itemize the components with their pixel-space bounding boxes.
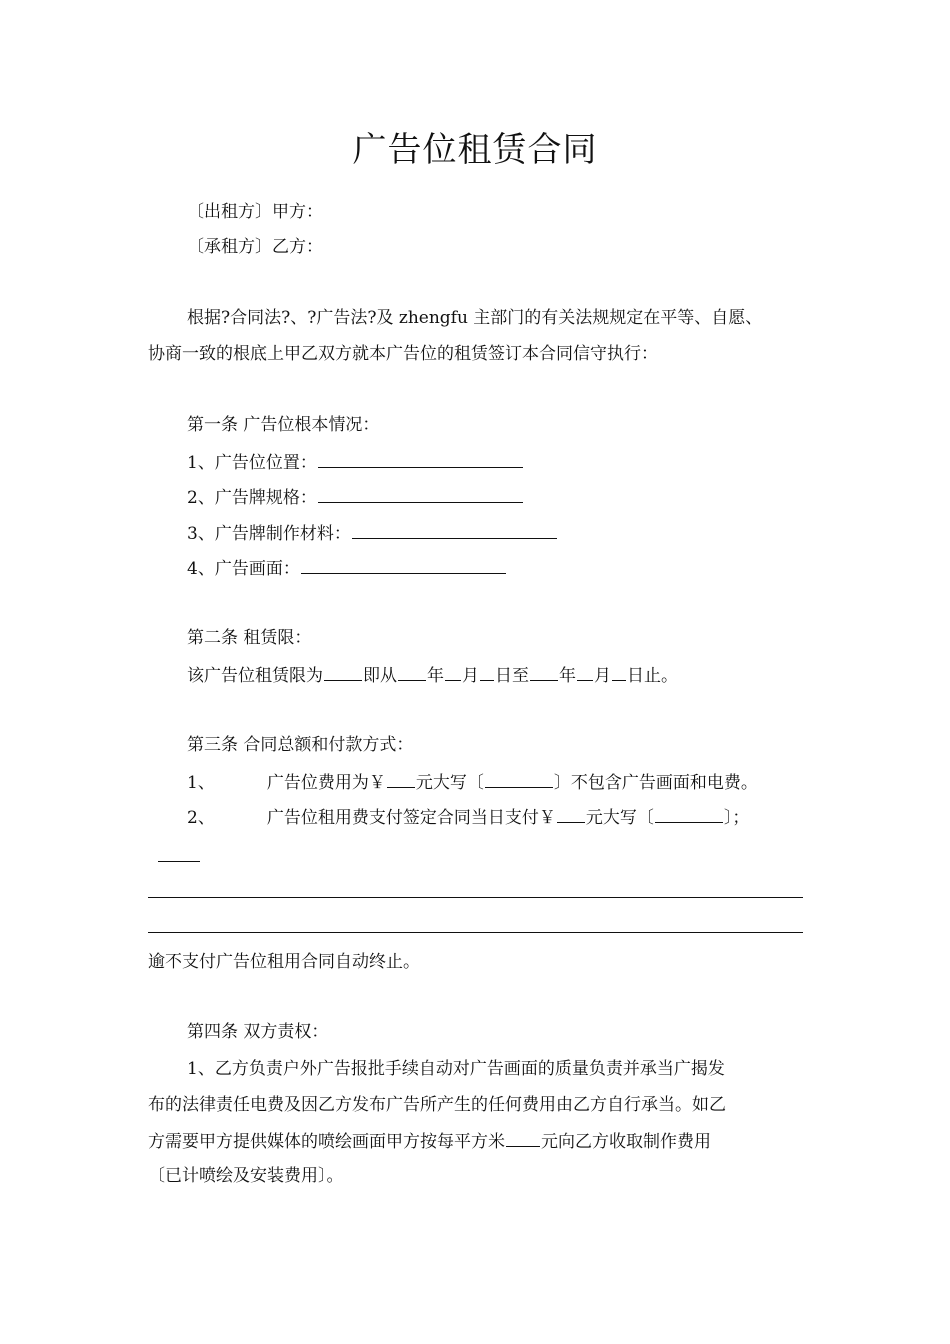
fill-blank (655, 804, 723, 823)
fill-line (148, 897, 803, 898)
print-fee-note: 元向乙方收取制作费用 (541, 1132, 711, 1152)
fee-words-label: 元大写〔 (415, 773, 484, 793)
year-label: 年 (427, 666, 444, 686)
fill-blank (301, 555, 506, 574)
article-3-heading: 第三条 合同总额和付款方式： (187, 735, 414, 755)
item-label: 1、广告位位置： (187, 453, 317, 473)
lessor-line: 〔出租方〕甲方： (187, 202, 323, 222)
fill-blank (577, 662, 593, 681)
article-1-item-1 (187, 449, 524, 475)
item-number: 2、 (187, 808, 215, 828)
fill-blank (612, 662, 626, 681)
article-4-line-4: 〔已计喷绘及安装费用〕。 (148, 1166, 344, 1186)
article-4-line-2: 布的法律责任电费及因乙方发布广告所产生的任何费用由乙方自行承当。如乙 (148, 1095, 726, 1115)
intro-line-1: 根据?合同法?、?广告法?及 zhengfu 主部门的有关法规规定在平等、自愿、 (187, 308, 763, 328)
fill-blank (318, 484, 523, 503)
fill-blank (387, 769, 415, 788)
item-label: 3、广告牌制作材料： (187, 524, 351, 544)
fill-blank (398, 662, 426, 681)
fill-blank (445, 662, 461, 681)
fee-note: 〕不包含广告画面和电费。 (553, 773, 758, 793)
article-4-heading: 第四条 双方责权： (187, 1022, 329, 1042)
document-title: 广告位租赁合同 (352, 130, 598, 170)
intro-line-2: 协商一致的根底上甲乙双方就本广告位的租赁签订本合同信守执行： (148, 344, 658, 364)
term-from: 即从 (363, 666, 397, 686)
article-1-item-2 (187, 484, 524, 510)
fill-blank (318, 449, 523, 468)
article-3-item-2 (187, 804, 749, 830)
fill-blank (530, 662, 558, 681)
term-label: 该广告位租赁限为 (187, 666, 323, 686)
payment-words-label: 元大写〔 (585, 808, 654, 828)
fill-blank (480, 662, 494, 681)
month-label: 月 (462, 666, 479, 686)
fill-blank (506, 1128, 540, 1147)
payment-note: 〕； (723, 808, 750, 828)
fill-blank (557, 804, 585, 823)
article-4-line-3 (148, 1128, 711, 1154)
article-3-item-1 (187, 769, 758, 795)
item-number: 1、 (187, 773, 215, 793)
overdue-clause: 逾不支付广告位租用合同自动终止。 (148, 952, 420, 972)
day-to-label: 日至 (495, 666, 529, 686)
fill-blank (324, 662, 362, 681)
payment-label: 广告位租用费支付签定合同当日支付￥ (266, 808, 556, 828)
year-label: 年 (559, 666, 576, 686)
print-fee-label: 方需要甲方提供媒体的喷绘画面甲方按每平方米 (148, 1132, 505, 1152)
fee-label: 广告位费用为￥ (266, 773, 386, 793)
lessee-line: 〔承租方〕乙方： (187, 237, 323, 257)
fill-blank (485, 769, 553, 788)
article-1-heading: 第一条 广告位根本情况： (187, 415, 380, 435)
article-4-line-1: 1、乙方负责户外广告报批手续自动对广告画面的质量负责并承当广揭发 (187, 1059, 725, 1079)
month-label: 月 (594, 666, 611, 686)
item-label: 4、广告画面： (187, 559, 300, 579)
fill-blank (352, 520, 557, 539)
item-label: 2、广告牌规格： (187, 488, 317, 508)
fill-line (148, 932, 803, 933)
article-1-item-3 (187, 520, 558, 546)
day-end-label: 日止。 (627, 666, 678, 686)
article-1-item-4 (187, 555, 507, 581)
short-fill-line (158, 861, 200, 862)
article-2-heading: 第二条 租赁限： (187, 628, 312, 648)
article-2-text (187, 662, 678, 688)
